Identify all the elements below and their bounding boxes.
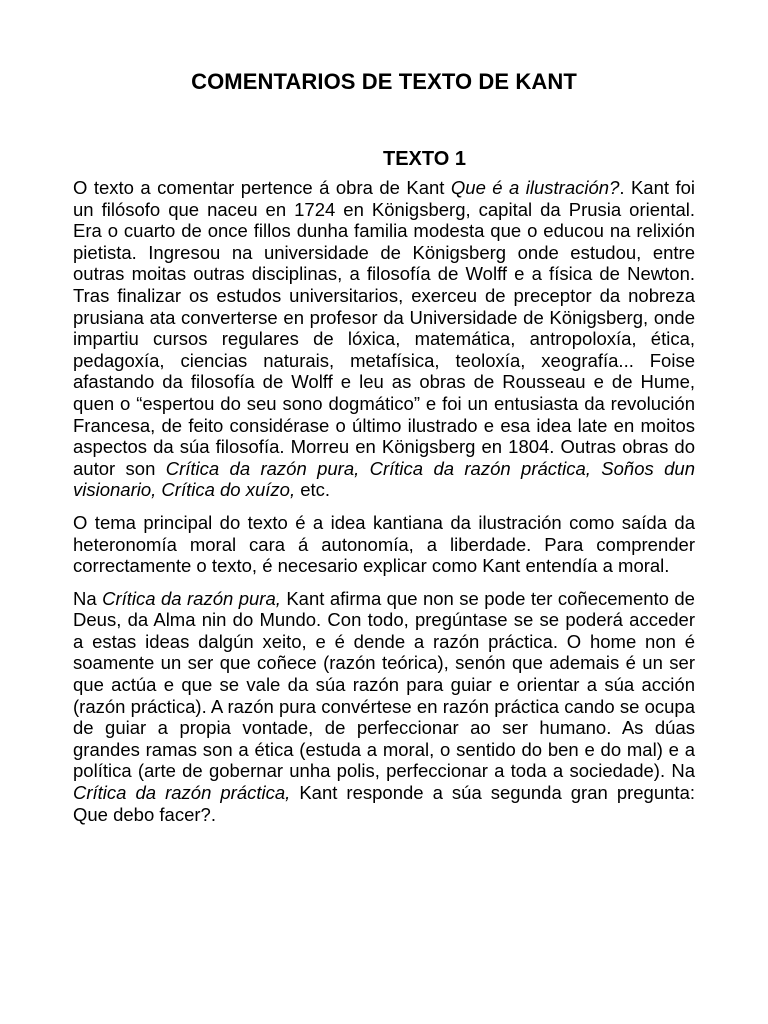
paragraph-3-text: Na: [73, 587, 103, 609]
paragraph-1-text: O texto a comentar pertence á obra de Kant: [73, 177, 451, 198]
section-title: TEXTO 1: [383, 148, 466, 170]
paragraph-3-work-title: Crítica da razón pura,: [102, 587, 281, 609]
paragraph-1-work-titles: Crítica da razón pura, Crítica da razón práctica, Soños dun visionario, Crítica do xuízo,: [73, 457, 695, 501]
document-title: COMENTARIOS DE TEXTO DE KANT: [191, 69, 577, 94]
paragraph-1-text: . Kant foi un filósofo que naceu en 1724 en Königsberg, capital da Prusia oriental. Era o cuarto de once fillos dunha familia modesta que o educou na relixión pietista. Ingresou na universidade de Königsberg onde estudou, entre outras moitas outras disciplinas, a filosofía de Wolff e a física de Newton. Tras finalizar os estudos universitarios, exerceu de preceptor da nobreza prusiana ata converterse en profesor da Universidade de Königsberg, onde impartiu cursos regulares de lóxica, matemática, antropoloxía, ética, pedagoxía, ciencias naturais, metafísica, teoloxía, xeografía... Foise afastando da filosofía de Wolff e leu as obras de Rousseau e de Hume, quen o “espertou do seu sono dogmático” e foi un entusiasta da revolución Francesa, de feito considérase o último ilustrado e esa idea late en moitos aspectos da súa filosofía. Morreu en Königsberg en 1804. Outras obras do autor son: [73, 177, 695, 479]
paragraph-3-text: Kant afirma que non se pode ter coñecemento de Deus, da Alma nin do Mundo. Con todo, pregúntase se se poderá acceder a estas ideas dalgún xeito, e é dende a razón práctica. O home non é soamente un ser que coñece (razón teórica), senón que ademais é un ser que actúa e que se vale da súa razón para guiar e orientar a súa acción (razón práctica). A razón pura convértese en razón práctica cando se ocupa de guiar a propia vontade, de perfeccionar ao ser humano. As dúas grandes ramas son a ética (estuda a moral, o sentido do ben e do mal) e a política (arte de gobernar unha polis, perfeccionar a toda a sociedade). Na: [73, 587, 695, 782]
paragraph-3: [73, 588, 695, 826]
paragraph-1: [73, 177, 695, 501]
paragraph-2-text: O tema principal do texto é a idea kantiana da ilustración como saída da heteronomía moral cara á autonomía, a liberdade. Para comprender correctamente o texto, é necesario explicar como Kant entendía a moral.: [73, 511, 695, 577]
paragraph-1-text: etc.: [295, 479, 331, 501]
paragraph-3-work-title: Crítica da razón práctica,: [73, 782, 291, 804]
paragraph-2: [73, 512, 695, 577]
paragraph-1-work-title: Que é a ilustración?: [450, 177, 620, 198]
paragraph-3-text: Kant responde a súa segunda gran pregunta: Que debo facer?.: [73, 782, 695, 825]
